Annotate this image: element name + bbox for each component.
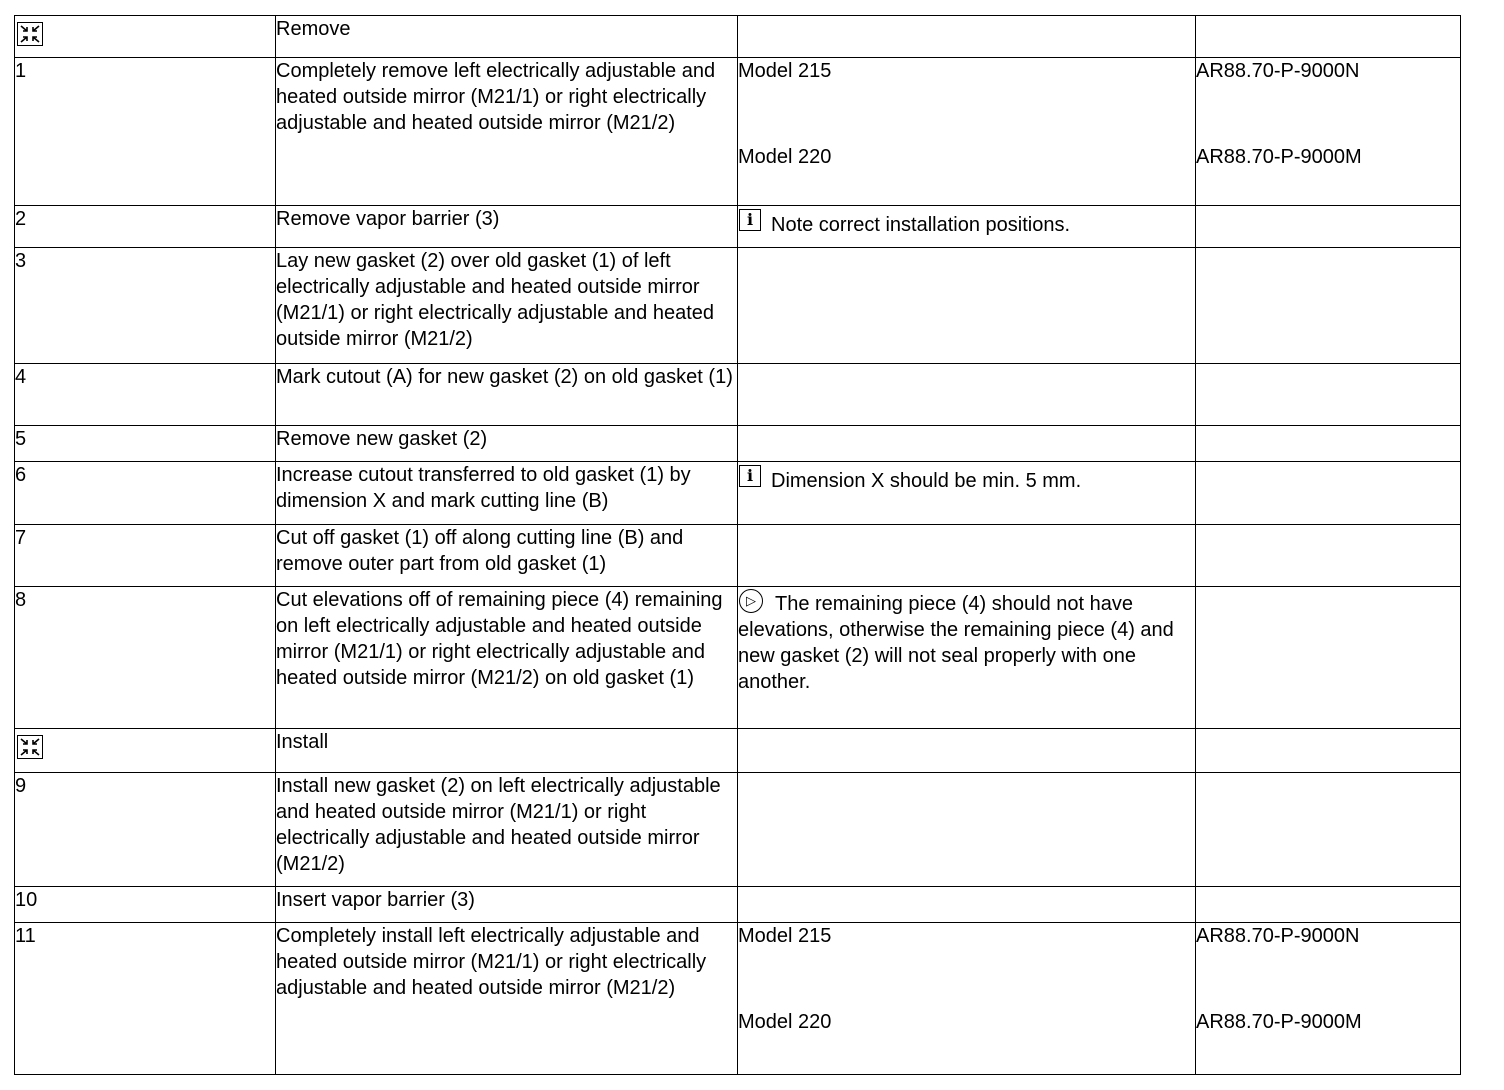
document-cell (1196, 426, 1461, 462)
instruction-cell (738, 462, 1196, 525)
step-number: 8 (15, 587, 276, 729)
table-row (15, 887, 1461, 923)
step-number: 4 (15, 364, 276, 426)
note-text: Dimension X should be min. 5 mm. (771, 470, 1082, 492)
section-row-remove (15, 16, 1461, 58)
document-link[interactable]: AR88.70-P-9000M (1196, 146, 1362, 168)
table-row (15, 587, 1461, 729)
instruction-cell (738, 773, 1196, 887)
step-number: 3 (15, 248, 276, 364)
step-number: 5 (15, 426, 276, 462)
step-cell (15, 16, 276, 58)
document-link[interactable]: AR88.70-P-9000N (1196, 60, 1360, 82)
step-description: Completely remove left electrically adjustable and heated outside mirror (M21/1) or right electrically adjustable and heated outside mirror (M21/2) (276, 58, 738, 206)
model-label: Model 220 (738, 1011, 832, 1033)
step-description: Remove vapor barrier (3) (276, 206, 738, 248)
document-link[interactable]: AR88.70-P-9000M (1196, 1011, 1362, 1033)
document-cell (1196, 525, 1461, 587)
step-description: Cut elevations off of remaining piece (4) remaining on left electrically adjustable and heated outside mirror (M21/1) or right electrically adjustable and heated outside mirror (M21/2) on old gasket (1) (276, 587, 738, 729)
section-row-install (15, 729, 1461, 773)
document-link[interactable]: AR88.70-P-9000N (1196, 925, 1360, 947)
step-description: Lay new gasket (2) over old gasket (1) of left electrically adjustable and heated outside mirror (M21/1) or right electrically adjustable and heated outside mirror (M21/2) (276, 248, 738, 364)
step-number: 10 (15, 887, 276, 923)
document-cell (1196, 206, 1461, 248)
arrows-inward-icon (17, 22, 43, 46)
info-icon: i (739, 209, 761, 231)
document-cell (1196, 364, 1461, 426)
instruction-cell (738, 587, 1196, 729)
step-number: 11 (15, 923, 276, 1075)
document-cell (1196, 58, 1461, 206)
table-row (15, 773, 1461, 887)
table-row (15, 426, 1461, 462)
step-description: Insert vapor barrier (3) (276, 887, 738, 923)
step-number: 2 (15, 206, 276, 248)
step-description: Mark cutout (A) for new gasket (2) on old gasket (1) (276, 364, 738, 426)
section-title: Install (276, 729, 738, 773)
step-description: Remove new gasket (2) (276, 426, 738, 462)
instruction-cell (738, 525, 1196, 587)
instruction-cell (738, 426, 1196, 462)
instruction-cell (738, 16, 1196, 58)
table-row (15, 923, 1461, 1075)
instruction-cell (738, 923, 1196, 1075)
step-number: 7 (15, 525, 276, 587)
caution-hand-icon: ▷ (739, 589, 763, 613)
step-number: 6 (15, 462, 276, 525)
model-label: Model 220 (738, 146, 832, 168)
model-label: Model 215 (738, 60, 832, 82)
instruction-cell (738, 364, 1196, 426)
document-cell (1196, 923, 1461, 1075)
table-row (15, 206, 1461, 248)
document-cell (1196, 887, 1461, 923)
table-row (15, 364, 1461, 426)
info-icon: i (739, 465, 761, 487)
arrows-inward-icon (17, 735, 43, 759)
step-number: 1 (15, 58, 276, 206)
table-row (15, 525, 1461, 587)
document-cell (1196, 248, 1461, 364)
section-title: Remove (276, 16, 738, 58)
note-text: The remaining piece (4) should not have elevations, otherwise the remaining piece (4) and new gasket (2) will not seal properly with one another. (738, 593, 1174, 693)
document-cell (1196, 16, 1461, 58)
instruction-cell (738, 206, 1196, 248)
step-description: Install new gasket (2) on left electrically adjustable and heated outside mirror (M21/1) or right electrically adjustable and heated outside mirror (M21/2) (276, 773, 738, 887)
document-cell (1196, 587, 1461, 729)
table-row (15, 58, 1461, 206)
table-row (15, 248, 1461, 364)
instruction-cell (738, 248, 1196, 364)
document-cell (1196, 462, 1461, 525)
model-label: Model 215 (738, 925, 832, 947)
document-cell (1196, 773, 1461, 887)
procedure-table (14, 15, 1461, 1075)
instruction-cell (738, 729, 1196, 773)
note-text: Note correct installation positions. (771, 214, 1071, 236)
step-description: Cut off gasket (1) off along cutting line (B) and remove outer part from old gasket (1) (276, 525, 738, 587)
instruction-cell (738, 887, 1196, 923)
step-description: Increase cutout transferred to old gasket (1) by dimension X and mark cutting line (B) (276, 462, 738, 525)
table-row (15, 462, 1461, 525)
step-number: 9 (15, 773, 276, 887)
step-cell (15, 729, 276, 773)
document-cell (1196, 729, 1461, 773)
instruction-cell (738, 58, 1196, 206)
step-description: Completely install left electrically adjustable and heated outside mirror (M21/1) or right electrically adjustable and heated outside mirror (M21/2) (276, 923, 738, 1075)
